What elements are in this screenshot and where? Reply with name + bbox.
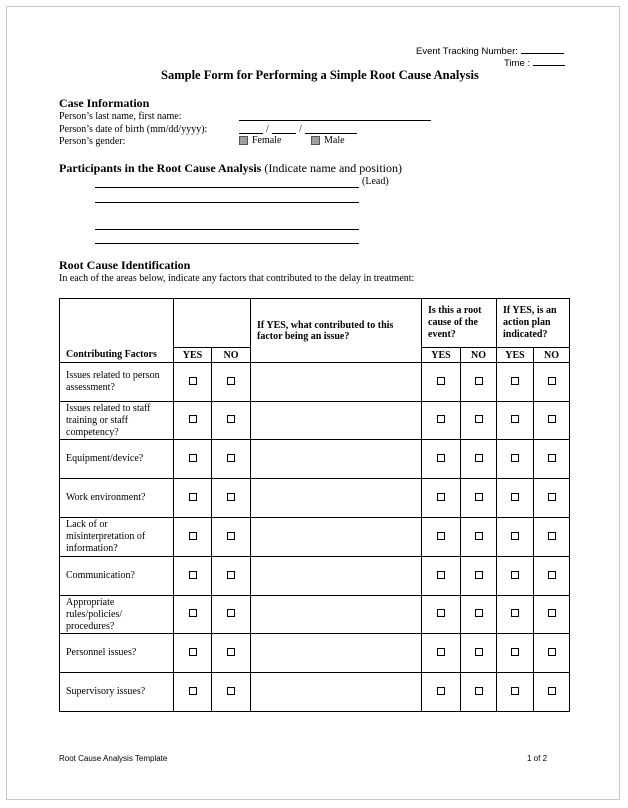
yes-checkbox[interactable] — [189, 415, 197, 423]
root-yes-checkbox-cell — [422, 479, 461, 518]
page-title: Sample Form for Performing a Simple Root Cause Analysis — [161, 68, 479, 82]
action-no-checkbox-cell — [534, 518, 570, 557]
name-field[interactable] — [239, 120, 431, 121]
root-no-checkbox[interactable] — [475, 648, 483, 656]
root-yes-checkbox[interactable] — [437, 415, 445, 423]
action-yes-checkbox[interactable] — [511, 415, 519, 423]
root-yes-checkbox[interactable] — [437, 648, 445, 656]
root-no-checkbox[interactable] — [475, 377, 483, 385]
action-no-checkbox[interactable] — [548, 648, 556, 656]
yes-header: YES — [174, 348, 212, 363]
name-label: Person’s last name, first name: — [59, 111, 182, 122]
no-checkbox-cell — [212, 440, 251, 479]
root-yes-checkbox[interactable] — [437, 532, 445, 540]
yes-checkbox-cell — [174, 557, 212, 596]
col-header-action-plan: If YES, is an action plan indicated? — [497, 299, 570, 348]
action-yes-checkbox[interactable] — [511, 454, 519, 462]
male-label: Male — [324, 135, 345, 146]
no-checkbox[interactable] — [227, 648, 235, 656]
contribution-cell[interactable] — [251, 634, 422, 673]
root-no-checkbox-cell — [461, 634, 497, 673]
action-no-checkbox[interactable] — [548, 493, 556, 501]
no-checkbox[interactable] — [227, 532, 235, 540]
yes-checkbox-cell — [174, 363, 212, 402]
action-no-checkbox-cell — [534, 479, 570, 518]
contribution-cell[interactable] — [251, 518, 422, 557]
root-yes-checkbox[interactable] — [437, 609, 445, 617]
root-no-checkbox[interactable] — [475, 687, 483, 695]
no-checkbox-cell — [212, 518, 251, 557]
participants-heading — [59, 161, 402, 176]
gender-male-option[interactable] — [311, 135, 345, 146]
col-header-factors: Contributing Factors — [60, 299, 174, 363]
action-no-checkbox[interactable] — [548, 532, 556, 540]
root-no-header: NO — [461, 348, 497, 363]
col-header-contributed: If YES, what contributed to this factor being an issue? — [251, 299, 422, 363]
no-checkbox[interactable] — [227, 571, 235, 579]
yes-checkbox[interactable] — [189, 377, 197, 385]
action-no-checkbox[interactable] — [548, 415, 556, 423]
no-checkbox[interactable] — [227, 687, 235, 695]
participants-heading-note: (Indicate name and position) — [261, 161, 402, 175]
root-cause-table — [59, 298, 570, 712]
action-no-checkbox-cell — [534, 673, 570, 712]
yes-checkbox-cell — [174, 440, 212, 479]
table-row — [60, 440, 570, 479]
yes-checkbox-cell — [174, 634, 212, 673]
root-yes-checkbox[interactable] — [437, 377, 445, 385]
action-no-checkbox[interactable] — [548, 687, 556, 695]
factor-label: Communication? — [60, 557, 174, 596]
rci-instruction: In each of the areas below, indicate any factors that contributed to the delay in treatment: — [59, 273, 415, 284]
action-no-checkbox[interactable] — [548, 609, 556, 617]
no-checkbox-cell — [212, 557, 251, 596]
action-no-checkbox-cell — [534, 634, 570, 673]
col-header-yesno-top — [174, 299, 251, 348]
event-tracking-field[interactable] — [521, 44, 564, 54]
action-yes-checkbox[interactable] — [511, 493, 519, 501]
root-yes-header: YES — [422, 348, 461, 363]
factor-label: Issues related to person assessment? — [60, 363, 174, 402]
root-yes-checkbox-cell — [422, 673, 461, 712]
female-checkbox[interactable] — [239, 136, 248, 145]
no-checkbox[interactable] — [227, 609, 235, 617]
action-yes-checkbox-cell — [497, 634, 534, 673]
root-no-checkbox[interactable] — [475, 415, 483, 423]
action-yes-checkbox-cell — [497, 440, 534, 479]
no-header: NO — [212, 348, 251, 363]
root-yes-checkbox-cell — [422, 363, 461, 402]
contribution-cell[interactable] — [251, 363, 422, 402]
action-yes-checkbox[interactable] — [511, 532, 519, 540]
root-no-checkbox-cell — [461, 557, 497, 596]
root-no-checkbox-cell — [461, 673, 497, 712]
dob-day-field[interactable] — [272, 133, 296, 134]
action-yes-checkbox-cell — [497, 673, 534, 712]
root-yes-checkbox-cell — [422, 518, 461, 557]
participant-lead-line[interactable] — [95, 187, 359, 188]
contribution-cell[interactable] — [251, 402, 422, 440]
root-yes-checkbox-cell — [422, 634, 461, 673]
yes-checkbox[interactable] — [189, 571, 197, 579]
root-yes-checkbox-cell — [422, 402, 461, 440]
yes-checkbox-cell — [174, 402, 212, 440]
dob-separator-2: / — [299, 124, 302, 135]
no-checkbox-cell — [212, 479, 251, 518]
root-no-checkbox[interactable] — [475, 532, 483, 540]
root-yes-checkbox[interactable] — [437, 493, 445, 501]
lead-label: (Lead) — [362, 176, 389, 187]
table-row — [60, 673, 570, 712]
factor-label: Issues related to staff training or staff competency? — [60, 402, 174, 440]
action-no-header: NO — [534, 348, 570, 363]
action-yes-checkbox[interactable] — [511, 609, 519, 617]
document-page — [6, 6, 620, 800]
root-yes-checkbox[interactable] — [437, 687, 445, 695]
root-no-checkbox[interactable] — [475, 609, 483, 617]
factor-label: Lack of or misinterpretation of information? — [60, 518, 174, 557]
no-checkbox[interactable] — [227, 454, 235, 462]
action-yes-checkbox-cell — [497, 596, 534, 634]
root-no-checkbox[interactable] — [475, 571, 483, 579]
table-row — [60, 596, 570, 634]
factor-label: Work environment? — [60, 479, 174, 518]
root-no-checkbox-cell — [461, 363, 497, 402]
contribution-cell[interactable] — [251, 673, 422, 712]
action-yes-checkbox[interactable] — [511, 571, 519, 579]
rci-heading: Root Cause Identification — [59, 258, 191, 272]
action-yes-header: YES — [497, 348, 534, 363]
no-checkbox-cell — [212, 634, 251, 673]
yes-checkbox-cell — [174, 673, 212, 712]
root-yes-checkbox-cell — [422, 596, 461, 634]
yes-checkbox[interactable] — [189, 454, 197, 462]
yes-checkbox[interactable] — [189, 648, 197, 656]
action-no-checkbox[interactable] — [548, 454, 556, 462]
action-no-checkbox[interactable] — [548, 571, 556, 579]
no-checkbox-cell — [212, 596, 251, 634]
gender-label: Person’s gender: — [59, 136, 126, 147]
time-label: Time : — [504, 58, 531, 69]
yes-checkbox-cell — [174, 596, 212, 634]
root-no-checkbox-cell — [461, 518, 497, 557]
action-no-checkbox-cell — [534, 596, 570, 634]
action-no-checkbox-cell — [534, 557, 570, 596]
root-yes-checkbox[interactable] — [437, 454, 445, 462]
yes-checkbox[interactable] — [189, 687, 197, 695]
contribution-cell[interactable] — [251, 596, 422, 634]
table-row — [60, 363, 570, 402]
root-no-checkbox-cell — [461, 402, 497, 440]
time-field[interactable] — [533, 56, 565, 66]
action-no-checkbox-cell — [534, 440, 570, 479]
participants-heading-text: Participants in the Root Cause Analysis — [59, 161, 262, 175]
table-row — [60, 518, 570, 557]
footer-page-number: 1 of 2 — [527, 754, 548, 763]
table-row — [60, 557, 570, 596]
dob-month-field[interactable] — [239, 133, 263, 134]
root-no-checkbox[interactable] — [475, 454, 483, 462]
contribution-cell[interactable] — [251, 557, 422, 596]
table-row — [60, 402, 570, 440]
action-no-checkbox-cell — [534, 363, 570, 402]
participant-line-3[interactable] — [95, 229, 359, 230]
action-yes-checkbox[interactable] — [511, 377, 519, 385]
root-no-checkbox-cell — [461, 479, 497, 518]
factor-label: Equipment/device? — [60, 440, 174, 479]
contribution-cell[interactable] — [251, 440, 422, 479]
dob-separator-1: / — [266, 124, 269, 135]
action-yes-checkbox-cell — [497, 363, 534, 402]
participant-line-2[interactable] — [95, 202, 359, 203]
female-label: Female — [252, 135, 282, 146]
yes-checkbox[interactable] — [189, 493, 197, 501]
root-yes-checkbox-cell — [422, 557, 461, 596]
no-checkbox[interactable] — [227, 415, 235, 423]
yes-checkbox-cell — [174, 479, 212, 518]
dob-label: Person’s date of birth (mm/dd/yyyy): — [59, 124, 208, 135]
action-yes-checkbox-cell — [497, 479, 534, 518]
root-yes-checkbox[interactable] — [437, 571, 445, 579]
gender-female-option[interactable] — [239, 135, 281, 146]
yes-checkbox[interactable] — [189, 609, 197, 617]
action-yes-checkbox[interactable] — [511, 648, 519, 656]
action-yes-checkbox-cell — [497, 557, 534, 596]
col-header-root-cause: Is this a root cause of the event? — [422, 299, 497, 348]
root-no-checkbox[interactable] — [475, 493, 483, 501]
factor-label: Appropriate rules/policies/ procedures? — [60, 596, 174, 634]
yes-checkbox[interactable] — [189, 532, 197, 540]
root-no-checkbox-cell — [461, 440, 497, 479]
no-checkbox-cell — [212, 673, 251, 712]
root-no-checkbox-cell — [461, 596, 497, 634]
root-yes-checkbox-cell — [422, 440, 461, 479]
dob-year-field[interactable] — [305, 133, 357, 134]
no-checkbox-cell — [212, 402, 251, 440]
factor-label: Supervisory issues? — [60, 673, 174, 712]
participant-line-4[interactable] — [95, 243, 359, 244]
case-info-heading: Case Information — [59, 96, 150, 110]
table-row — [60, 634, 570, 673]
table-row — [60, 479, 570, 518]
event-tracking-label: Event Tracking Number: — [416, 46, 518, 57]
action-no-checkbox-cell — [534, 402, 570, 440]
no-checkbox[interactable] — [227, 493, 235, 501]
time-entry — [504, 56, 565, 69]
no-checkbox[interactable] — [227, 377, 235, 385]
factor-label: Personnel issues? — [60, 634, 174, 673]
footer-left: Root Cause Analysis Template — [59, 754, 168, 763]
action-no-checkbox[interactable] — [548, 377, 556, 385]
yes-checkbox-cell — [174, 518, 212, 557]
contribution-cell[interactable] — [251, 479, 422, 518]
action-yes-checkbox[interactable] — [511, 687, 519, 695]
action-yes-checkbox-cell — [497, 518, 534, 557]
male-checkbox[interactable] — [311, 136, 320, 145]
action-yes-checkbox-cell — [497, 402, 534, 440]
no-checkbox-cell — [212, 363, 251, 402]
